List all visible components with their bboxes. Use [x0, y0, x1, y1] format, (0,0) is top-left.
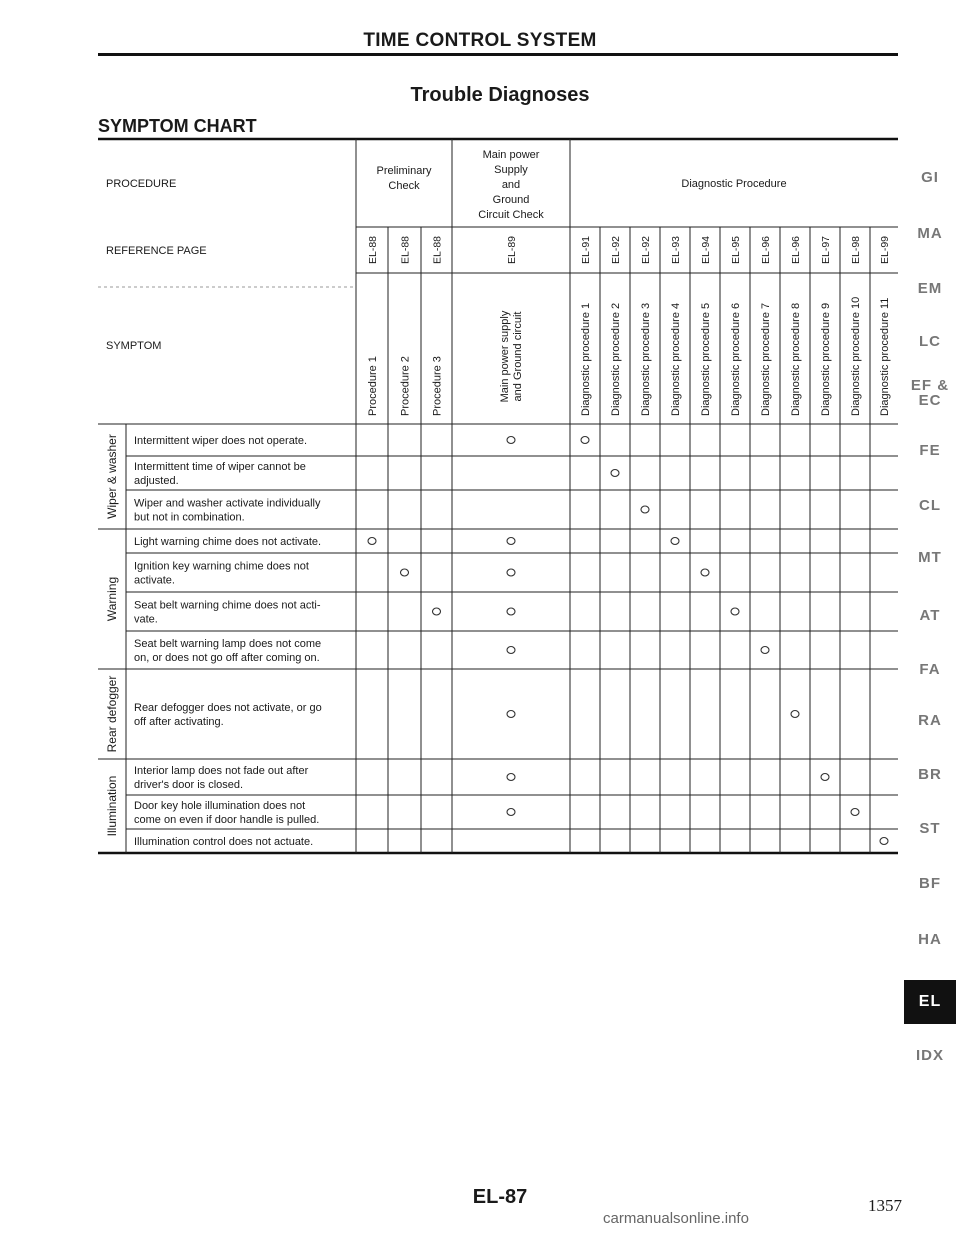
- section-tab-ma[interactable]: MA: [917, 225, 943, 242]
- reference-page-12: EL-96: [790, 235, 802, 265]
- symptom-text: Intermittent wiper does not operate.: [134, 435, 308, 447]
- reference-page-9: EL-94: [700, 235, 712, 265]
- reference-page-14: EL-98: [850, 235, 862, 265]
- section-tab-at[interactable]: AT: [919, 607, 941, 624]
- check-mark: [761, 647, 769, 654]
- reference-page-2: EL-88: [399, 235, 412, 265]
- symptom-label: SYMPTOM: [106, 340, 162, 352]
- group-header-text: Ground: [492, 194, 530, 206]
- symptom-text: Intermittent time of wiper cannot be: [134, 461, 306, 473]
- symptom-text: but not in combination.: [134, 511, 245, 524]
- column-name: Diagnostic procedure 8: [790, 302, 802, 416]
- check-mark: [701, 569, 709, 576]
- page-code: EL-87: [472, 1186, 528, 1208]
- column-name: Main power supply: [499, 310, 511, 403]
- section-tab-bf[interactable]: BF: [919, 875, 941, 892]
- header-rule: [98, 53, 898, 56]
- section-tab-label: EF &: [910, 377, 950, 394]
- column-name: Procedure 1: [367, 356, 379, 416]
- symptom-text: off after activating.: [134, 716, 224, 728]
- reference-page-6: EL-92: [610, 235, 622, 265]
- check-mark: [507, 437, 515, 444]
- section-tab-br[interactable]: BR: [918, 766, 942, 783]
- column-name: Diagnostic procedure 9: [820, 302, 832, 416]
- section-tab-cl[interactable]: CL: [919, 497, 941, 514]
- check-mark: [507, 809, 515, 816]
- page-number: 1357: [868, 1196, 902, 1215]
- group-label: Warning: [105, 576, 119, 622]
- section-tab-gi[interactable]: GI: [921, 169, 939, 186]
- column-name: Procedure 3: [431, 356, 444, 416]
- group-label: Rear defogger: [105, 675, 119, 753]
- check-mark: [507, 569, 515, 576]
- check-mark: [821, 774, 829, 781]
- reference-page-1: EL-88: [367, 235, 379, 265]
- check-mark: [401, 569, 409, 576]
- section-tab-st[interactable]: ST: [919, 820, 941, 837]
- reference-page-11: EL-96: [760, 235, 772, 265]
- page-heading: Trouble Diagnoses: [410, 84, 590, 106]
- section-tab-mt[interactable]: MT: [918, 549, 942, 566]
- group-header-text: Preliminary: [376, 165, 432, 177]
- check-mark: [731, 608, 739, 615]
- section-tab-ef-ec[interactable]: [905, 378, 955, 408]
- check-mark: [507, 774, 515, 781]
- header-title: TIME CONTROL SYSTEM: [363, 30, 597, 51]
- chart-heading: SYMPTOM CHART: [98, 116, 257, 136]
- symptom-text: Rear defogger does not activate, or go: [134, 702, 322, 714]
- symptom-text: Seat belt warning lamp does not come: [134, 638, 322, 650]
- section-tab-em[interactable]: EM: [917, 280, 943, 297]
- group-label: Wiper & washer: [105, 434, 119, 519]
- symptom-text: Wiper and washer activate individually: [134, 497, 321, 510]
- section-tab-lc[interactable]: LC: [919, 333, 941, 350]
- group-label: Illumination: [105, 775, 119, 837]
- symptom-text: driver's door is closed.: [134, 779, 244, 791]
- check-mark: [880, 838, 888, 845]
- group-header-text: Circuit Check: [478, 209, 544, 221]
- symptom-text: Seat belt warning chime does not acti-: [134, 599, 321, 612]
- reference-page-13: EL-97: [820, 235, 832, 265]
- check-mark: [507, 538, 515, 545]
- group-header-text: Check: [388, 180, 420, 192]
- section-tab-el[interactable]: EL: [904, 980, 956, 1024]
- section-tab-ra[interactable]: RA: [918, 712, 942, 729]
- symptom-text: Light warning chime does not activate.: [134, 536, 322, 548]
- column-name: Diagnostic procedure 10: [850, 296, 862, 416]
- symptom-text: Ignition key warning chime does not: [134, 560, 309, 573]
- column-name: Diagnostic procedure 6: [730, 302, 742, 416]
- watermark: carmanualsonline.info: [603, 1210, 749, 1227]
- reference-page-7: EL-92: [640, 235, 652, 265]
- section-tab-fa[interactable]: FA: [919, 661, 941, 678]
- section-tab-fe[interactable]: FE: [919, 442, 941, 459]
- symptom-text: come on even if door handle is pulled.: [134, 814, 320, 826]
- column-name: Diagnostic procedure 11: [879, 297, 891, 416]
- section-tab-ha[interactable]: HA: [918, 931, 942, 948]
- symptom-text: vate.: [134, 613, 158, 626]
- check-mark: [368, 538, 376, 545]
- column-name: Diagnostic procedure 7: [760, 302, 772, 416]
- check-mark: [611, 470, 619, 477]
- symptom-chart-table: [98, 137, 898, 874]
- procedure-label: PROCEDURE: [106, 178, 177, 190]
- check-mark: [641, 506, 649, 513]
- group-header-text: and: [501, 179, 521, 191]
- reference-page-15: EL-99: [879, 235, 891, 265]
- group-header-text: Supply: [494, 164, 528, 176]
- group-header-text: Main power: [482, 149, 540, 161]
- reference-page-8: EL-93: [670, 235, 682, 265]
- reference-page-4: EL-89: [506, 235, 518, 265]
- reference-page-10: EL-95: [730, 235, 742, 265]
- reference-page-label: REFERENCE PAGE: [106, 245, 207, 257]
- column-name: Diagnostic procedure 4: [670, 302, 682, 416]
- column-name: Diagnostic procedure 1: [580, 302, 592, 416]
- check-mark: [791, 711, 799, 718]
- symptom-text: Illumination control does not actuate.: [134, 836, 314, 848]
- symptom-text: adjusted.: [134, 475, 179, 487]
- column-name: Procedure 2: [399, 356, 412, 416]
- check-mark: [671, 538, 679, 545]
- column-name: Diagnostic procedure 5: [700, 302, 712, 416]
- check-mark: [507, 711, 515, 718]
- check-mark: [507, 647, 515, 654]
- symptom-text: Interior lamp does not fade out after: [134, 765, 309, 777]
- symptom-text: Door key hole illumination does not: [134, 800, 306, 812]
- check-mark: [507, 608, 515, 615]
- check-mark: [851, 809, 859, 816]
- section-tab-idx[interactable]: IDX: [915, 1047, 944, 1064]
- reference-page-5: EL-91: [580, 235, 592, 265]
- reference-page-3: EL-88: [431, 235, 444, 265]
- section-tab-label: EC: [918, 392, 942, 409]
- check-mark: [581, 437, 589, 444]
- check-mark: [433, 608, 441, 615]
- symptom-text: on, or does not go off after coming on.: [134, 652, 320, 664]
- group-header-text: Diagnostic Procedure: [681, 178, 787, 190]
- symptom-text: activate.: [134, 574, 175, 587]
- column-name: and Ground circuit: [512, 311, 524, 402]
- column-name: Diagnostic procedure 2: [610, 302, 622, 416]
- column-name: Diagnostic procedure 3: [640, 302, 652, 416]
